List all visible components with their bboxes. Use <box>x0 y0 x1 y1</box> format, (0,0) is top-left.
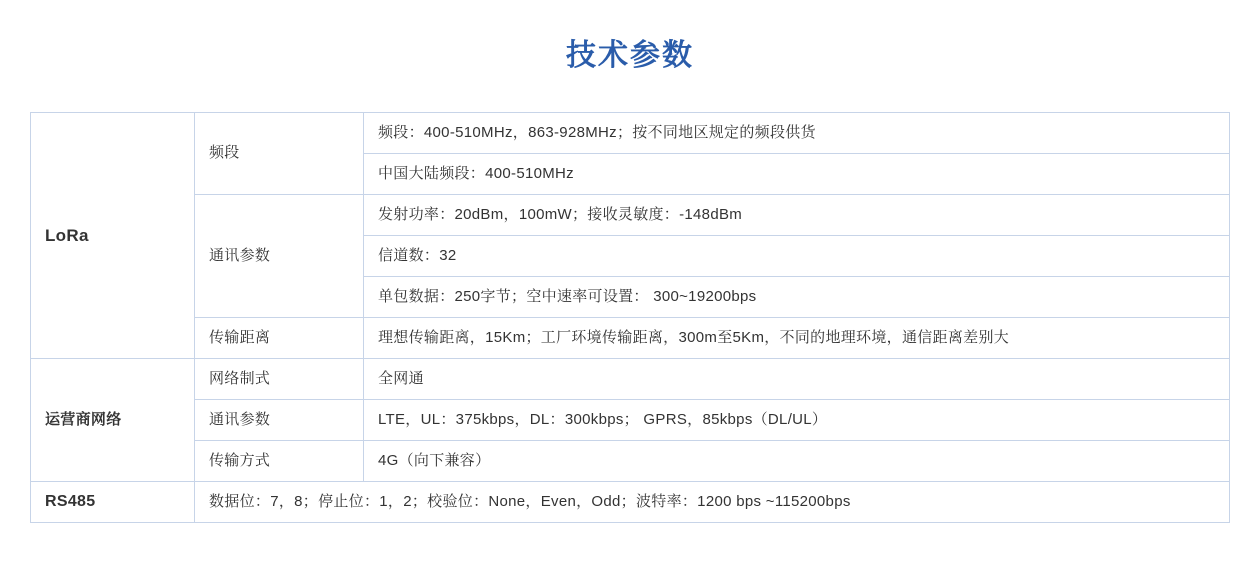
subkey-cell: 频段 <box>195 113 364 195</box>
value-cell: 中国大陆频段：400-510MHz <box>364 154 1230 195</box>
value-cell: 频段：400-510MHz，863-928MHz；按不同地区规定的频段供货 <box>364 113 1230 154</box>
subkey-cell: 通讯参数 <box>195 400 364 441</box>
table-row <box>31 318 1230 359</box>
value-cell: 数据位：7，8；停止位：1，2；校验位：None，Even，Odd；波特率：1200 bps ~115200bps <box>195 482 1230 523</box>
value-cell: 4G（向下兼容） <box>364 441 1230 482</box>
subkey-cell: 通讯参数 <box>195 195 364 318</box>
value-cell: 理想传输距离，15Km；工厂环境传输距离，300m至5Km，不同的地理环境，通信距离差别大 <box>364 318 1230 359</box>
group-cell-lora <box>31 113 195 359</box>
spec-table <box>30 112 1230 523</box>
group-cell-rs485 <box>31 482 195 523</box>
table-row <box>31 441 1230 482</box>
subkey-cell: 传输距离 <box>195 318 364 359</box>
spec-table-wrapper <box>30 112 1230 523</box>
page-title: 技术参数 <box>566 39 694 72</box>
table-row <box>31 400 1230 441</box>
value-cell: LTE，UL：375kbps，DL：300kbps； GPRS，85kbps（DL/UL） <box>364 400 1230 441</box>
group-cell-operator-network: 运营商网络 <box>31 359 195 482</box>
group-label: LoRa <box>45 225 89 245</box>
value-cell: 全网通 <box>364 359 1230 400</box>
table-row <box>31 113 1230 154</box>
value-cell: 单包数据：250字节；空中速率可设置： 300~19200bps <box>364 277 1230 318</box>
table-row <box>31 359 1230 400</box>
table-row <box>31 195 1230 236</box>
subkey-cell: 传输方式 <box>195 441 364 482</box>
value-cell: 信道数：32 <box>364 236 1230 277</box>
group-label: RS485 <box>45 493 96 510</box>
value-cell: 发射功率：20dBm，100mW；接收灵敏度：-148dBm <box>364 195 1230 236</box>
table-row <box>31 482 1230 523</box>
subkey-cell: 网络制式 <box>195 359 364 400</box>
